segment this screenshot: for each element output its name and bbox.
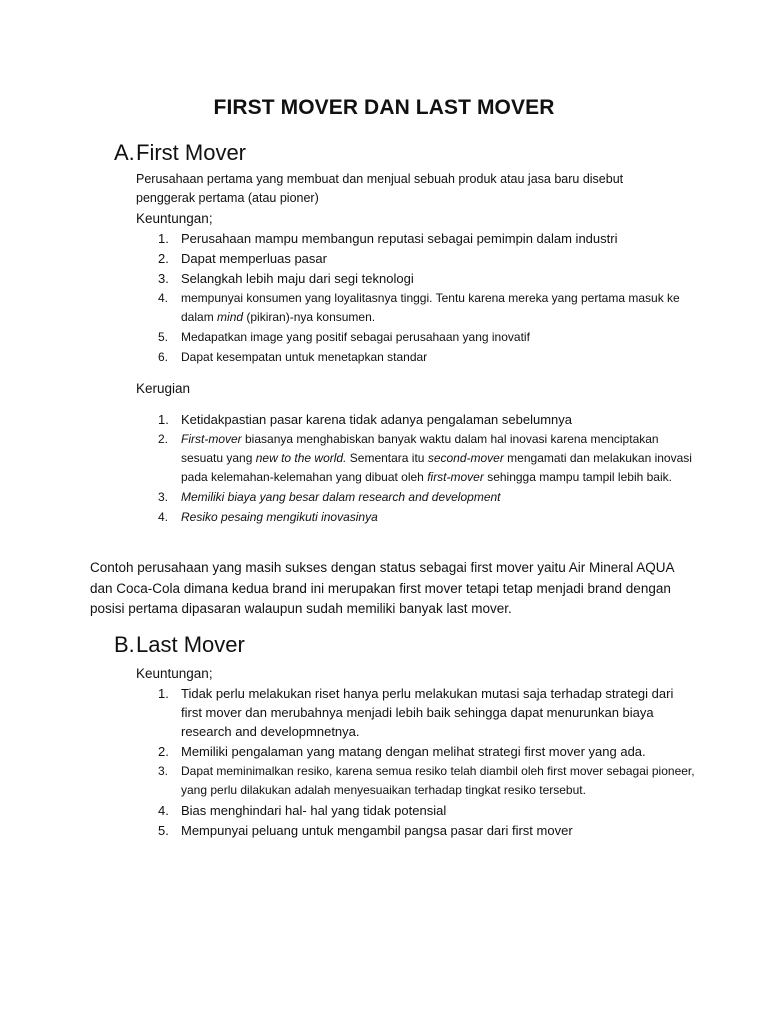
list-item bbox=[136, 821, 696, 840]
list-number: 2. bbox=[158, 251, 169, 266]
section-a-title: First Mover bbox=[136, 140, 246, 165]
list-item bbox=[136, 289, 696, 327]
list-text: Selangkah lebih maju dari segi teknologi bbox=[181, 271, 414, 286]
list-text-italic: second-mover bbox=[427, 451, 504, 465]
list-number: 6. bbox=[158, 350, 169, 364]
list-item bbox=[136, 410, 696, 429]
section-b-letter: B. bbox=[114, 632, 135, 657]
list-text: biasanya menghabiskan banyak waktu dalam hal inovasi karena menciptakan sesuatu yang bbox=[181, 432, 659, 465]
list-number: 5. bbox=[158, 823, 169, 838]
list-item bbox=[136, 348, 696, 367]
list-number: 1. bbox=[158, 686, 169, 701]
list-item bbox=[136, 762, 696, 800]
list-item bbox=[136, 229, 696, 248]
section-b-keuntungan-label: Keuntungan; bbox=[136, 666, 213, 681]
list-text: Sementara itu bbox=[346, 451, 428, 465]
list-text: Medapatkan image yang positif sebagai perusahaan yang inovatif bbox=[181, 330, 530, 344]
list-text: Bias menghindari hal- hal yang tidak potensial bbox=[181, 803, 447, 818]
list-item bbox=[136, 269, 696, 288]
list-text: mempunyai konsumen yang loyalitasnya tinggi. Tentu karena mereka yang pertama masuk ke dalam bbox=[181, 291, 680, 324]
list-text: Dapat kesempatan untuk menetapkan standar bbox=[181, 350, 428, 364]
list-number: 4. bbox=[158, 291, 169, 305]
list-number: 1. bbox=[158, 412, 169, 427]
list-text: (pikiran)-nya konsumen. bbox=[243, 310, 376, 324]
list-number: 2. bbox=[158, 744, 169, 759]
section-a-keuntungan-label: Keuntungan; bbox=[136, 211, 213, 226]
list-text-italic: first-mover bbox=[427, 470, 484, 484]
section-a-kerugian-label: Kerugian bbox=[136, 381, 191, 396]
section-a-heading bbox=[114, 140, 246, 166]
list-number: 1. bbox=[158, 231, 169, 246]
list-number: 5. bbox=[158, 330, 169, 344]
list-text: Memiliki pengalaman yang matang dengan melihat strategi first mover yang ada. bbox=[181, 744, 646, 759]
list-number: 3. bbox=[158, 764, 169, 778]
list-number: 3. bbox=[158, 271, 169, 286]
list-text: Perusahaan mampu membangun reputasi sebagai pemimpin dalam industri bbox=[181, 231, 618, 246]
section-a-intro: Perusahaan pertama yang membuat dan menjual sebuah produk atau jasa baru disebut penggerak pertama (atau pioner) bbox=[136, 172, 624, 205]
list-item bbox=[136, 508, 696, 527]
list-text: Dapat memperluas pasar bbox=[181, 251, 327, 266]
section-a-keuntungan-list bbox=[136, 229, 696, 368]
section-b-keuntungan-list bbox=[136, 684, 696, 841]
list-number: 4. bbox=[158, 803, 169, 818]
section-a-letter: A. bbox=[114, 140, 135, 165]
list-text-italic: Memiliki biaya yang besar dalam research and development bbox=[181, 490, 501, 504]
section-a-kerugian-list bbox=[136, 410, 696, 528]
list-text: Mempunyai peluang untuk mengambil pangsa pasar dari first mover bbox=[181, 823, 573, 838]
list-item bbox=[136, 249, 696, 268]
list-text: Dapat meminimalkan resiko, karena semua resiko telah diambil oleh first mover sebagai pioneer, yang perlu dilakukan adalah menyesuaikan terhadap tingkat resiko tersebut. bbox=[181, 764, 695, 797]
list-text: mengamati dan melakukan inovasi pada kelemahan-kelemahan yang dibuat oleh bbox=[181, 451, 692, 484]
list-text-italic: new to the world. bbox=[255, 451, 347, 465]
list-item bbox=[136, 801, 696, 820]
list-number: 4. bbox=[158, 510, 169, 524]
list-text: Tidak perlu melakukan riset hanya perlu melakukan mutasi saja terhadap strategi dari first mover dan merubahnya menjadi lebih baik sehingga dapat menurunkan biaya research and developmnetnya. bbox=[181, 686, 674, 739]
section-b-heading bbox=[114, 632, 245, 658]
list-item bbox=[136, 742, 696, 761]
list-text-italic: mind bbox=[217, 310, 244, 324]
list-item bbox=[136, 328, 696, 347]
list-number: 2. bbox=[158, 432, 169, 446]
list-item bbox=[136, 684, 696, 741]
list-item bbox=[136, 430, 696, 487]
list-item bbox=[136, 488, 696, 507]
list-text: Ketidakpastian pasar karena tidak adanya pengalaman sebelumnya bbox=[181, 412, 572, 427]
list-text-italic: First-mover bbox=[181, 432, 242, 446]
list-text: sehingga mampu tampil lebih baik. bbox=[483, 470, 672, 484]
document-title: FIRST MOVER DAN LAST MOVER bbox=[213, 96, 555, 119]
section-b-title: Last Mover bbox=[136, 632, 245, 657]
list-number: 3. bbox=[158, 490, 169, 504]
list-text-italic: Resiko pesaing mengikuti inovasinya bbox=[181, 510, 378, 524]
example-paragraph: Contoh perusahaan yang masih sukses dengan status sebagai first mover yaitu Air Mineral AQUA dan Coca-Cola dimana kedua brand ini merupakan first mover tetapi tetap menjadi brand dengan posisi pertama dipasaran walaupun sudah memiliki banyak last mover. bbox=[90, 560, 674, 616]
